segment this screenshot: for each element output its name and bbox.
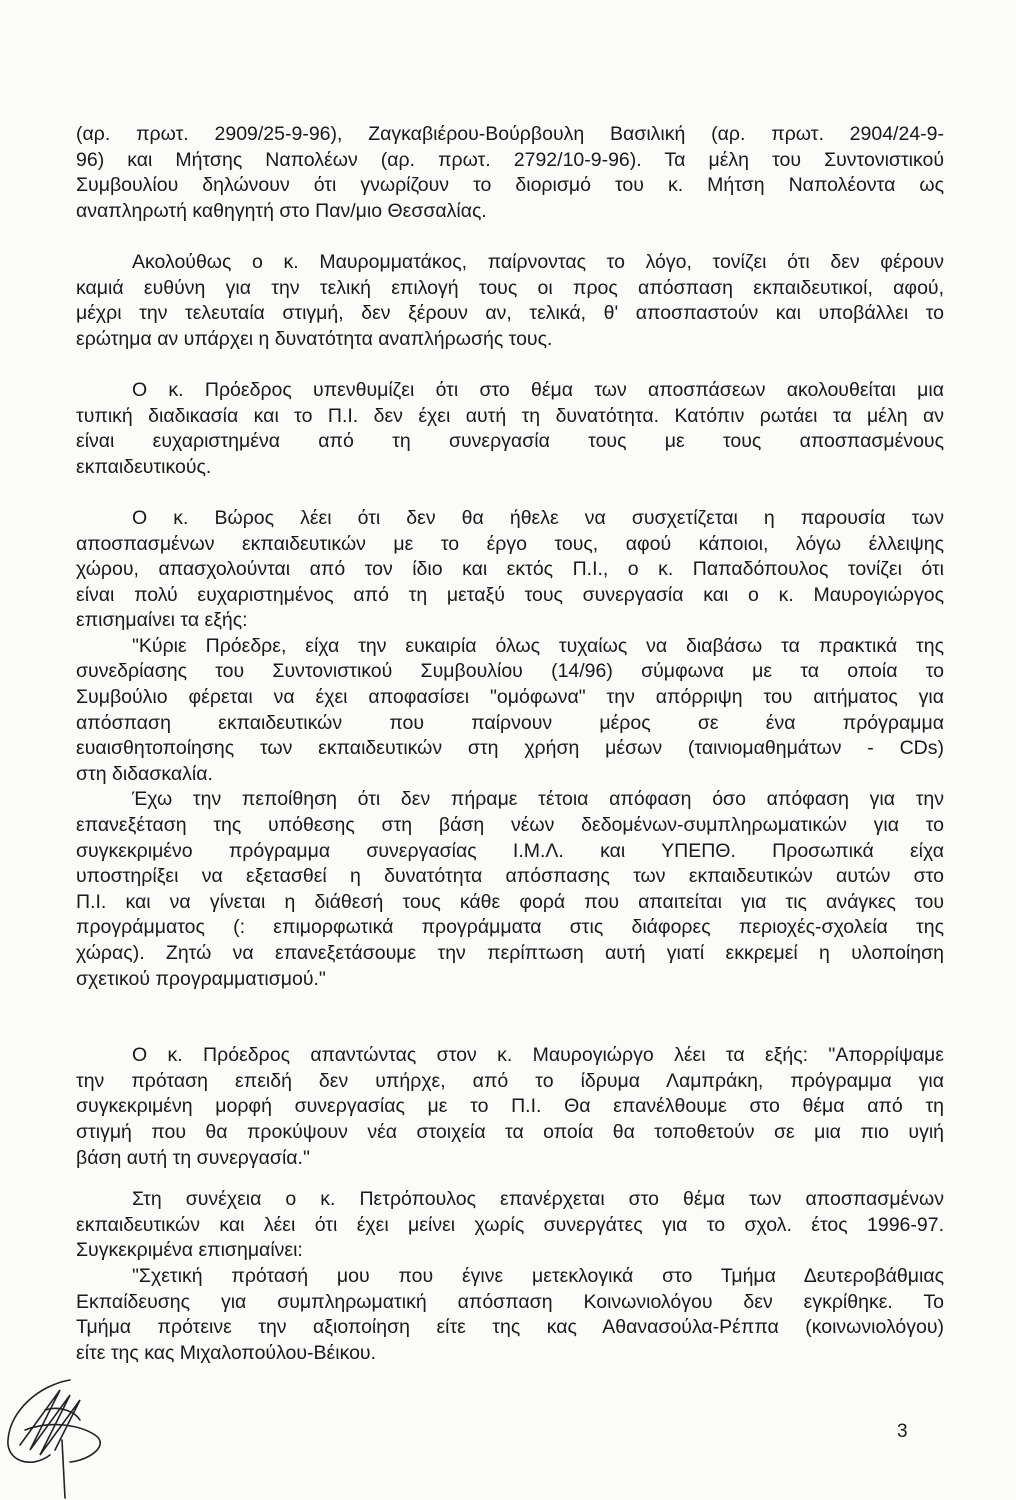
text-line: τυπική διαδικασία και το Π.Ι. δεν έχει αυτή τη δυνατότητα. Κατόπιν ρωτάει τα μέλη αν (76, 404, 944, 427)
text-line: Π.Ι. και να γίνεται η διάθεσή τους κάθε φορά που απαιτείται για τις ανάγκες του (76, 890, 944, 913)
text-line: χώρας). Ζητώ να επανεξετάσουμε την περίπτωση αυτή γιατί εκκρεμεί η υλοποίηση (76, 942, 944, 964)
text-line: Εκπαίδευσης για συμπληρωματική απόσπαση Κοινωνιολόγου δεν εγκρίθηκε. Το (76, 1290, 944, 1313)
paragraph (76, 787, 944, 992)
text-line: Ο κ. Βώρος λέει ότι δεν θα ήθελε να συσχετίζεται η παρουσία των (132, 506, 944, 529)
text-line: απόσπαση εκπαιδευτικών που παίρνουν μέρος σε ένα πρόγραμμα (76, 711, 944, 734)
text-line: είναι πολύ ευχαριστημένος από τη μεταξύ τους συνεργασία και ο κ. Μαυρογιώργος (76, 583, 944, 606)
text-line: συνεδρίασης του Συντονιστικού Συμβουλίου (14/96) σύμφωνα με τα οποία το (76, 660, 944, 683)
text-line: είτε της κας Μιχαλοπούλου-Βέικου. (76, 1341, 377, 1364)
paragraph (76, 506, 944, 634)
text-line: στιγμή που θα προκύψουν νέα στοιχεία τα οποία θα τοποθετούν σε μια πιο υγιή (76, 1120, 944, 1143)
text-line: Τμήμα πρότεινε την αξιοποίηση είτε της κας Αθανασούλα-Ρέππα (κοινωνιολόγου) (76, 1316, 944, 1339)
text-line: επανεξέταση της υπόθεσης στη βάση νέων δεδομένων-συμπληρωματικών για το (76, 814, 944, 837)
text-line: αναπληρωτή καθηγητή στο Παν/μιο Θεσσαλίας. (76, 199, 487, 222)
text-line: ευαισθητοποίησης των εκπαιδευτικών στη χρήση μέσων (ταινιομαθημάτων - CDs) (76, 737, 944, 760)
text-line: επισημαίνει τα εξής: (76, 609, 248, 632)
text-line: προγράμματος (: επιμορφωτικά προγράμματα στις διάφορες περιοχές-σχολεία της (76, 916, 944, 939)
text-line: συγκεκριμένο πρόγραμμα συνεργασίας Ι.Μ.Λ. και ΥΠΕΠΘ. Προσωπικά είχα (76, 839, 944, 862)
text-line: Συγκεκριμένα επισημαίνει: (76, 1239, 303, 1262)
text-line: βάση αυτή τη συνεργασία." (76, 1146, 310, 1169)
text-line: μέχρι την τελευταία στιγμή, δεν ξέρουν αν, τελικά, θ' αποσπαστούν και υποβάλλει το (76, 302, 944, 325)
text-line: "Κύριε Πρόεδρε, είχα την ευκαιρία όλως τυχαίως να διαβάσω τα πρακτικά της (132, 634, 944, 657)
text-line: καμιά ευθύνη για την τελική επιλογή τους οι προς απόσπαση εκπαιδευτικοί, αφού, (76, 276, 944, 299)
paragraph (76, 378, 944, 480)
page-number: 3 (897, 1421, 908, 1442)
text-line: εκπαιδευτικών και λέει ότι έχει μείνει χωρίς συνεργάτες για το σχολ. έτος 1996-97. (76, 1213, 944, 1236)
text-line: σχετικού προγραμματισμού." (76, 967, 326, 990)
text-line: εκπαιδευτικούς. (76, 455, 212, 478)
paragraph (76, 1264, 944, 1366)
text-line: Ακολούθως ο κ. Μαυρομματάκος, παίρνοντας το λόγο, τονίζει ότι δεν φέρουν (132, 250, 944, 273)
text-line: Συμβούλιο φέρεται να έχει αποφασίσει "ομόφωνα" την απόρριψη του αιτήματος για (76, 686, 944, 709)
text-line: Ο κ. Πρόεδρος απαντώντας στον κ. Μαυρογιώργο λέει τα εξής: "Απορρίψαμε (132, 1044, 944, 1067)
text-line: Ο κ. Πρόεδρος υπενθυμίζει ότι στο θέμα των αποσπάσεων ακολουθείται μια (132, 378, 944, 401)
paragraph (76, 1043, 944, 1171)
paragraph (76, 250, 944, 352)
paragraph (76, 634, 944, 788)
text-line: "Σχετική πρότασή μου που έγινε μετεκλογικά στο Τμήμα Δευτεροβάθμιας (132, 1264, 944, 1287)
text-line: είναι ευχαριστημένα από τη συνεργασία τους με τους αποσπασμένους (76, 430, 944, 453)
paragraph (76, 122, 944, 224)
text-line: χώρου, απασχολούνται από τον ίδιο και εκτός Π.Ι., ο κ. Παπαδόπουλος τονίζει ότι (76, 558, 944, 581)
text-line: Στη συνέχεια ο κ. Πετρόπουλος επανέρχεται στο θέμα των αποσπασμένων (132, 1188, 944, 1211)
text-line: υποστηρίξει να εξετασθεί η δυνατότητα απόσπασης των εκπαιδευτικών αυτών στο (76, 865, 944, 888)
paragraph (76, 1187, 944, 1264)
text-line: την πρόταση επειδή δεν υπήρχε, από το ίδρυμα Λαμπράκη, πρόγραμμα για (76, 1069, 944, 1092)
document-page (76, 122, 944, 1366)
text-line: Συμβουλίου δηλώνουν ότι γνωρίζουν το διορισμό του κ. Μήτση Ναπολέοντα ως (76, 174, 944, 197)
handwritten-signature (0, 1350, 140, 1500)
text-line: Έχω την πεποίθηση ότι δεν πήραμε τέτοια απόφαση όσο απόφαση για την (132, 788, 944, 811)
text-line: συγκεκριμένη μορφή συνεργασίας με το Π.Ι. Θα επανέλθουμε στο θέμα από τη (76, 1095, 944, 1118)
text-line: στη διδασκαλία. (76, 762, 213, 785)
text-line: 96) και Μήτσης Ναπολέων (αρ. πρωτ. 2792/10-9-96). Τα μέλη του Συντονιστικού (76, 148, 944, 171)
text-line: (αρ. πρωτ. 2909/25-9-96), Ζαγκαβιέρου-Βούρβουλη Βασιλική (αρ. πρωτ. 2904/24-9- (76, 123, 944, 145)
text-line: αποσπασμένων εκπαιδευτικών με το έργο τους, αφού κάποιοι, λόγω έλλειψης (76, 532, 944, 555)
text-line: ερώτημα αν υπάρχει η δυνατότητα αναπλήρωσής τους. (76, 327, 553, 350)
